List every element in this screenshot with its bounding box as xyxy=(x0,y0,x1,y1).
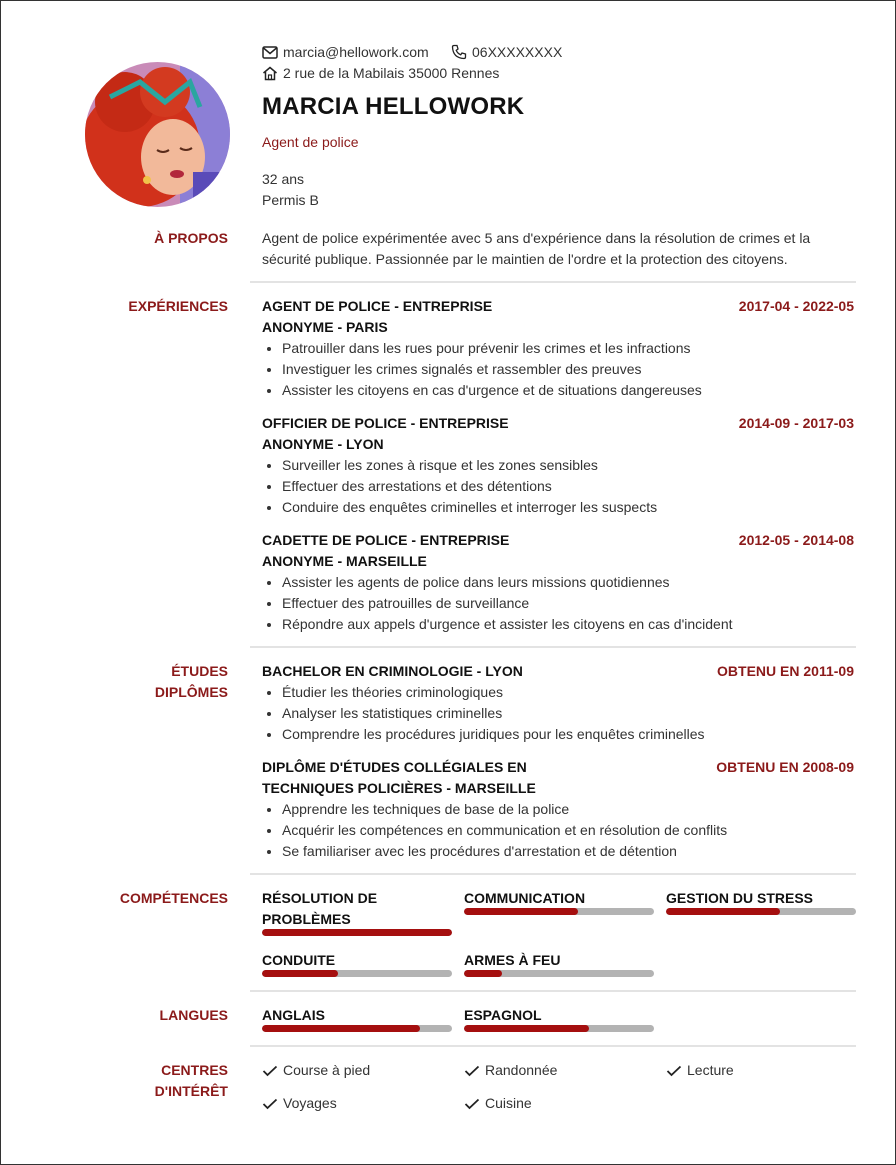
languages-label: LANGUES xyxy=(159,1007,228,1023)
phone-contact xyxy=(451,44,562,60)
experience-subtitle: ANONYME - MARSEILLE xyxy=(262,553,427,569)
interest-label: Randonnée xyxy=(485,1062,558,1078)
profile-photo xyxy=(85,62,230,207)
education-label-line1: ÉTUDES xyxy=(171,663,228,679)
language-level-bar xyxy=(464,1025,654,1032)
skill-name-line2: PROBLÈMES xyxy=(262,911,351,927)
job-title: Agent de police xyxy=(262,134,359,150)
language-item xyxy=(262,1005,452,1026)
skill-item xyxy=(262,888,452,930)
interest-label: Lecture xyxy=(687,1062,734,1078)
language-level-bar xyxy=(262,1025,452,1032)
list-item: • Conduire des enquêtes criminelles et interroger les suspects xyxy=(282,497,856,518)
address-text: 2 rue de la Mabilais 35000 Rennes xyxy=(283,65,500,81)
language-name: ANGLAIS xyxy=(262,1007,325,1023)
skill-item xyxy=(464,950,654,971)
interest-label: Voyages xyxy=(283,1095,337,1111)
interests-label-line2: D'INTÉRÊT xyxy=(154,1083,228,1099)
skill-level-bar xyxy=(262,929,452,936)
divider xyxy=(250,646,856,648)
experience-tasks xyxy=(262,572,856,635)
list-item: • Se familiariser avec les procédures d'arrestation et de détention xyxy=(282,841,856,862)
skill-item xyxy=(262,950,452,971)
list-item: • Assister les citoyens en cas d'urgence et de situations dangereuses xyxy=(282,380,856,401)
divider xyxy=(250,281,856,283)
skill-level-fill xyxy=(464,908,578,915)
interest-item xyxy=(262,1093,337,1114)
interest-label: Cuisine xyxy=(485,1095,532,1111)
language-level-fill xyxy=(262,1025,420,1032)
degree-details xyxy=(262,682,856,745)
list-item: • Patrouiller dans les rues pour prévenir les crimes et les infractions xyxy=(282,338,856,359)
experience-subtitle: ANONYME - LYON xyxy=(262,436,384,452)
skills-label: COMPÉTENCES xyxy=(119,890,228,906)
experience-title: AGENT DE POLICE - ENTREPRISE xyxy=(262,298,493,314)
about-label: À PROPOS xyxy=(154,230,228,246)
interest-item xyxy=(464,1060,557,1081)
about-text: Agent de police expérimentée avec 5 ans d'expérience dans la résolution de crimes et la sécurité publique. Passionnée par le maintien de l'ordre et la protection des citoyens. xyxy=(262,230,811,267)
check-icon xyxy=(262,1065,278,1077)
interests-label-line1: CENTRES xyxy=(161,1062,228,1078)
divider xyxy=(250,1045,856,1047)
degree-title xyxy=(262,757,536,799)
list-item: • Comprendre les procédures juridiques pour les enquêtes criminelles xyxy=(282,724,856,745)
list-item: • Apprendre les techniques de base de la police xyxy=(282,799,856,820)
interest-item xyxy=(666,1060,734,1081)
skill-level-fill xyxy=(464,970,502,977)
skill-item xyxy=(666,888,856,909)
experience-title: CADETTE DE POLICE - ENTREPRISE xyxy=(262,532,510,548)
check-icon xyxy=(464,1065,480,1077)
experience-tasks xyxy=(262,338,856,401)
interest-item xyxy=(464,1093,532,1114)
experiences-label: EXPÉRIENCES xyxy=(128,298,228,314)
skill-name: ARMES À FEU xyxy=(464,952,561,968)
age: 32 ans xyxy=(262,171,305,187)
phone-icon xyxy=(451,44,467,60)
skill-name-line1: RÉSOLUTION DE xyxy=(262,890,378,906)
check-icon xyxy=(262,1098,278,1110)
list-item: • Effectuer des arrestations et des détentions xyxy=(282,476,856,497)
skill-level-bar xyxy=(262,970,452,977)
check-icon xyxy=(666,1065,682,1077)
experience-dates: 2014-09 - 2017-03 xyxy=(738,415,854,431)
interest-item xyxy=(262,1060,370,1081)
education-label xyxy=(155,661,228,703)
skill-level-bar xyxy=(464,970,654,977)
list-item: • Étudier les théories criminologiques xyxy=(282,682,856,703)
list-item: • Analyser les statistiques criminelles xyxy=(282,703,856,724)
list-item: • Effectuer des patrouilles de surveillance xyxy=(282,593,856,614)
education-label-line2: DIPLÔMES xyxy=(154,684,228,700)
address-contact xyxy=(262,65,499,81)
degree-title-line1: DIPLÔME D'ÉTUDES COLLÉGIALES EN xyxy=(262,759,527,775)
experience-dates: 2012-05 - 2014-08 xyxy=(738,532,854,548)
skill-name: COMMUNICATION xyxy=(464,890,586,906)
interests-label xyxy=(155,1060,228,1102)
email-text: marcia@hellowork.com xyxy=(283,44,429,60)
list-item: • Investiguer les crimes signalés et rassembler des preuves xyxy=(282,359,856,380)
experience-dates: 2017-04 - 2022-05 xyxy=(738,298,854,314)
skill-name: GESTION DU STRESS xyxy=(666,890,814,906)
skill-item xyxy=(464,888,654,909)
language-item xyxy=(464,1005,654,1026)
skill-level-bar xyxy=(464,908,654,915)
language-name: ESPAGNOL xyxy=(464,1007,542,1023)
email-contact xyxy=(262,44,429,60)
list-item: • Répondre aux appels d'urgence et assister les citoyens en cas d'incident xyxy=(282,614,856,635)
driving-license: Permis B xyxy=(262,192,319,208)
candidate-name: MARCIA HELLOWORK xyxy=(262,93,525,120)
language-level-fill xyxy=(464,1025,589,1032)
phone-text: 06XXXXXXXX xyxy=(472,44,563,60)
skill-level-fill xyxy=(262,970,338,977)
check-icon xyxy=(464,1098,480,1110)
divider xyxy=(250,990,856,992)
list-item: • Surveiller les zones à risque et les zones sensibles xyxy=(282,455,856,476)
degree-title: BACHELOR EN CRIMINOLOGIE - LYON xyxy=(262,663,523,679)
skill-level-bar xyxy=(666,908,856,915)
skill-name: CONDUITE xyxy=(262,952,336,968)
experience-subtitle: ANONYME - PARIS xyxy=(262,319,388,335)
divider xyxy=(250,873,856,875)
degree-details xyxy=(262,799,856,862)
experience-tasks xyxy=(262,455,856,518)
list-item: • Acquérir les compétences en communication et en résolution de conflits xyxy=(282,820,856,841)
interest-label: Course à pied xyxy=(283,1062,371,1078)
experience-title: OFFICIER DE POLICE - ENTREPRISE xyxy=(262,415,509,431)
list-item: • Assister les agents de police dans leurs missions quotidiennes xyxy=(282,572,856,593)
degree-date: OBTENU EN 2008-09 xyxy=(716,759,854,775)
mail-icon xyxy=(262,46,278,59)
home-icon xyxy=(262,66,278,81)
skill-level-fill xyxy=(666,908,780,915)
degree-date: OBTENU EN 2011-09 xyxy=(717,663,854,679)
skill-level-fill xyxy=(262,929,452,936)
degree-title-line2: TECHNIQUES POLICIÈRES - MARSEILLE xyxy=(262,780,536,796)
